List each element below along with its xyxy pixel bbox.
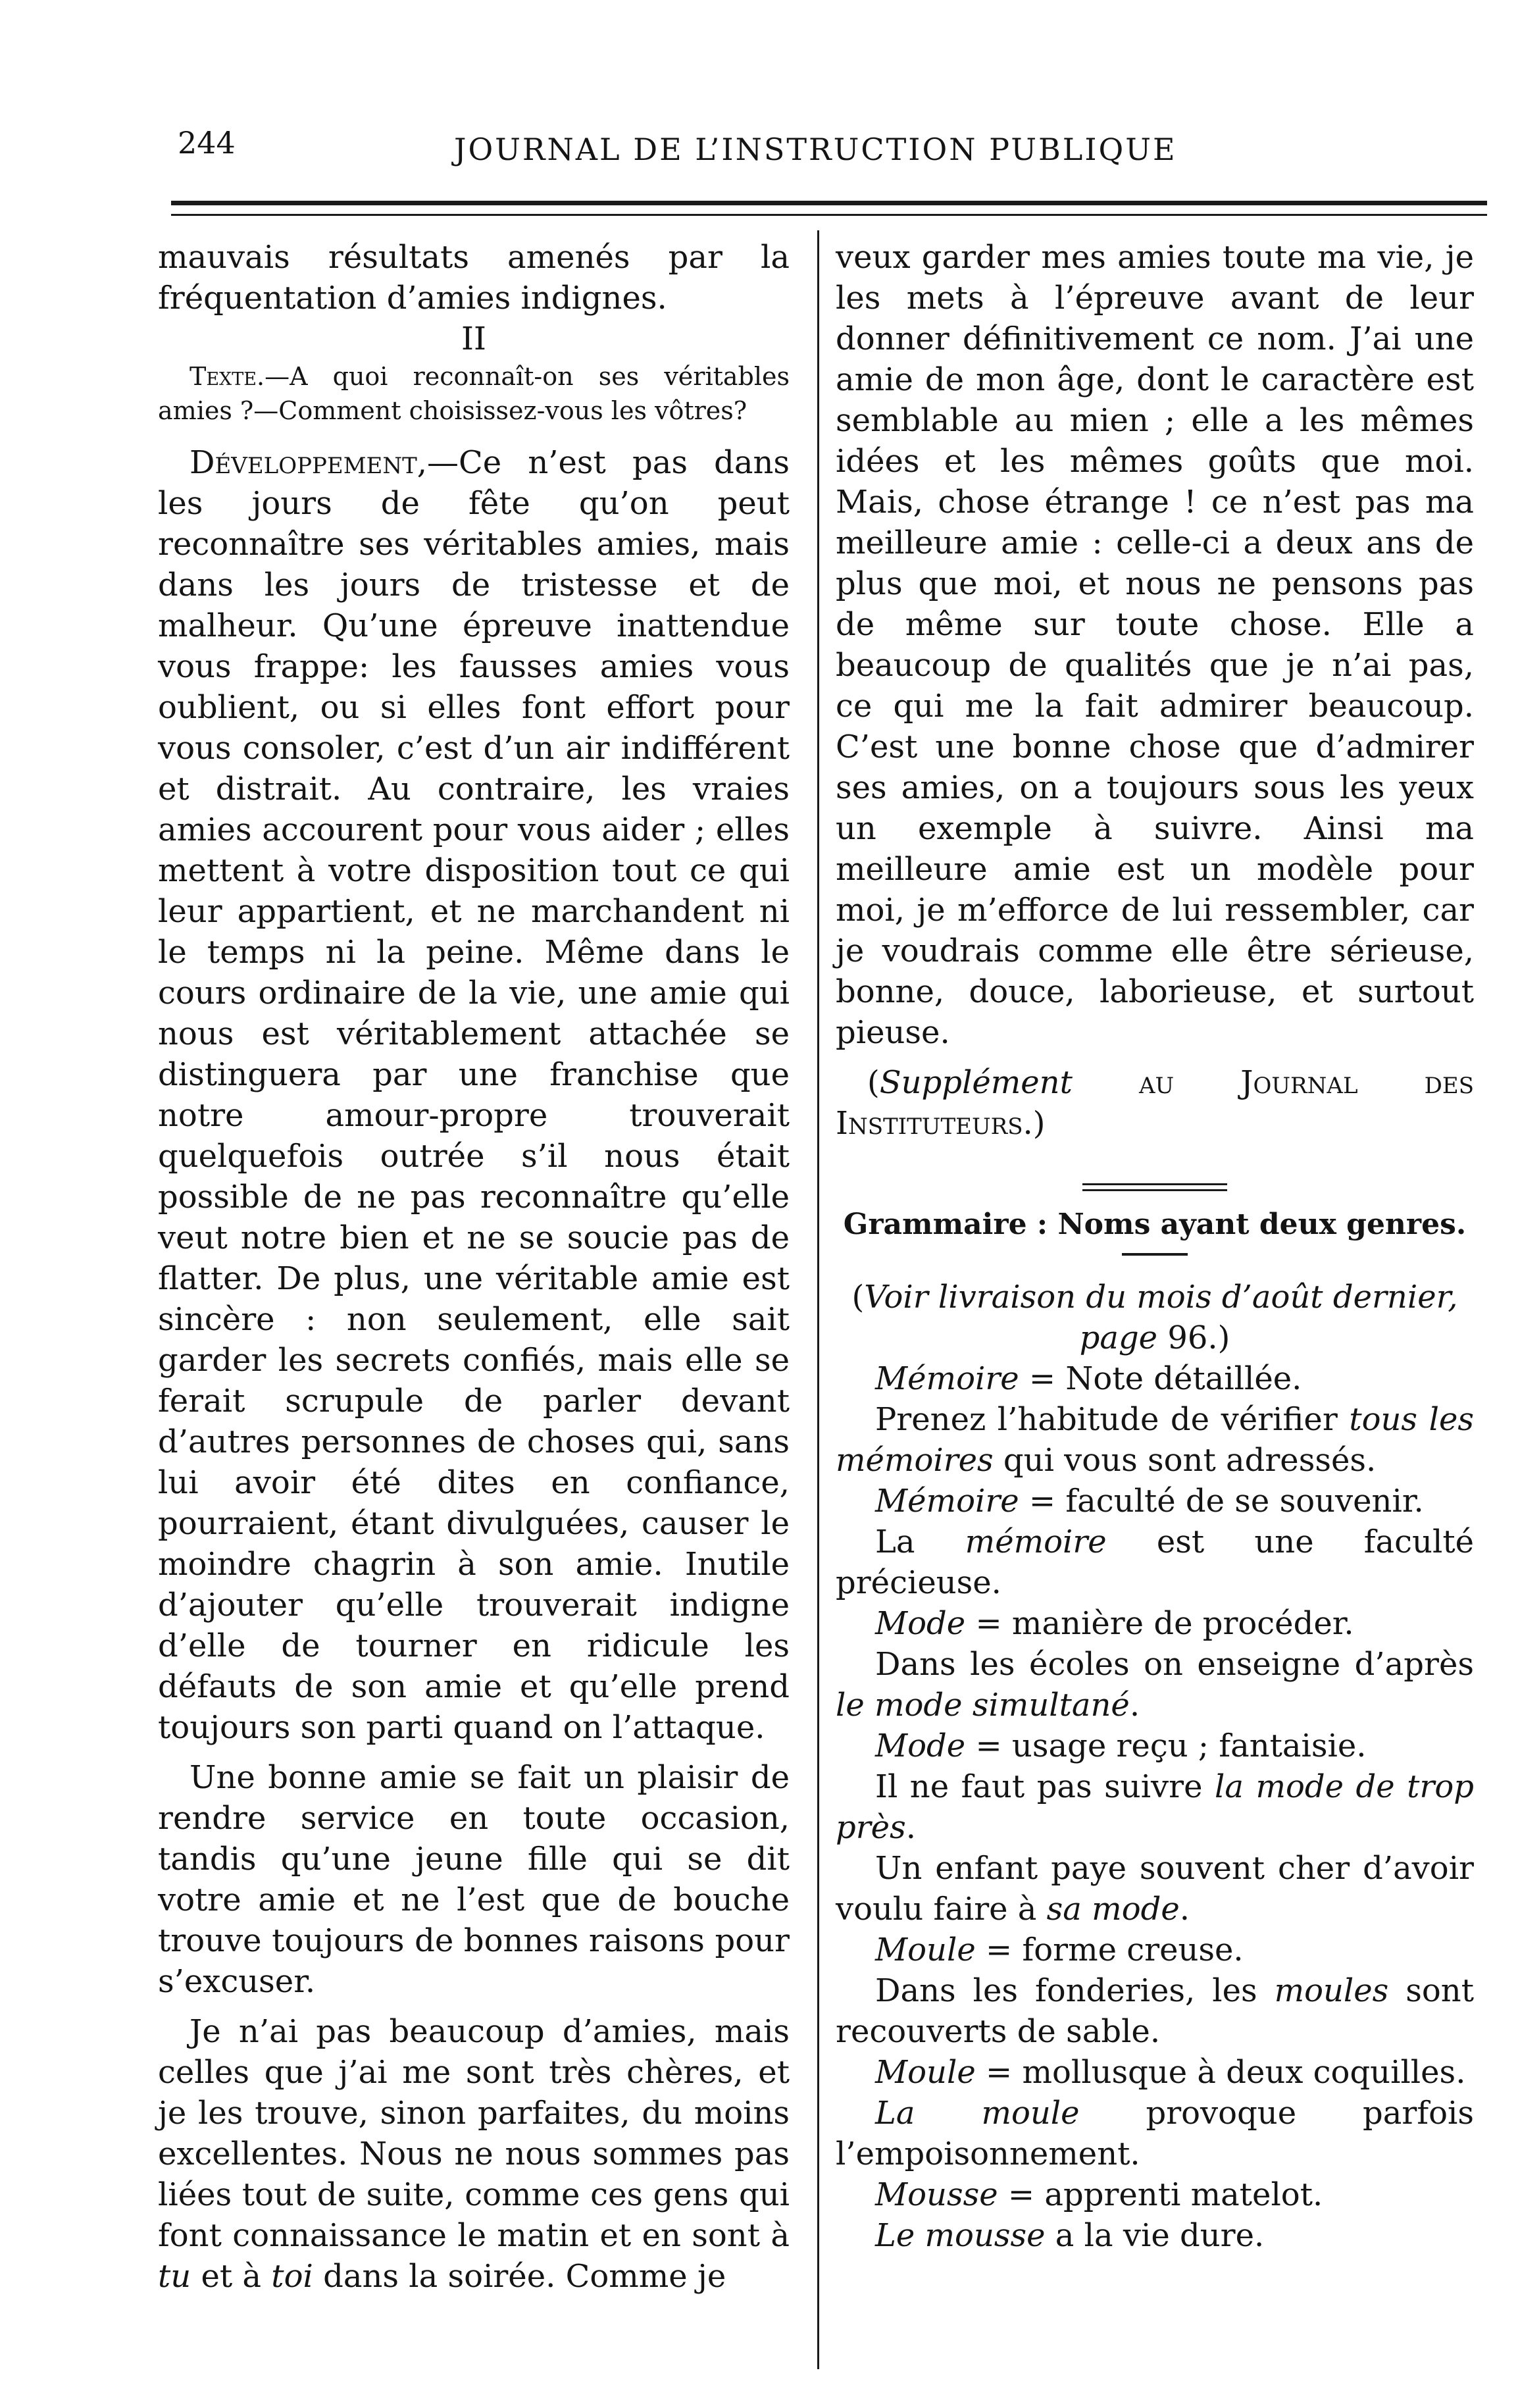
example-text: Dans les fonderies, les bbox=[875, 1972, 1275, 2009]
entry-word: Moule bbox=[875, 1932, 976, 1968]
example-text: Dans les écoles on enseigne d’après bbox=[875, 1646, 1474, 1683]
example-italic: la mode de trop près bbox=[836, 1768, 1474, 1846]
example-italic: Le mousse bbox=[875, 2217, 1046, 2254]
example-text: La bbox=[875, 1524, 965, 1560]
question-label: Texte. bbox=[190, 362, 265, 391]
page-header bbox=[178, 125, 1230, 204]
entry-separator: = bbox=[975, 1932, 1023, 1968]
example-italic: mémoire bbox=[965, 1524, 1107, 1560]
paragraph-text-et: et à bbox=[191, 2258, 272, 2295]
example-italic: sa mode bbox=[1046, 1891, 1180, 1928]
entry-definition: manière de procéder. bbox=[1011, 1605, 1354, 1642]
entry-word: Mousse bbox=[875, 2176, 998, 2213]
entry-word: Mode bbox=[875, 1605, 966, 1642]
continued-paragraph-right: veux garder mes amies toute ma vie, je les mets à l’épreuve avant de leur donner définitivement ce nom. J’ai une amie de mon âge, dont le caractère est semblable au mien ; elle a les mêmes idées et les mêmes goûts que moi. Mais, chose étrange ! ce n’est pas ma meilleure amie : celle-ci a deux ans de plus que moi, et nous ne pensons pas de même sur toute chose. Elle a beaucoup de qualités que je n’ai pas, ce qui me la fait admirer beaucoup. C’est une bonne chose que d’admirer ses amies, on a toujours sous les yeux un exemple à suivre. Ainsi ma meilleure amie est un modèle pour moi, je m’efforce de lui ressembler, car je voudrais comme elle être sérieuse, bonne, douce, laborieuse, et surtout pieuse. bbox=[836, 239, 1474, 1051]
entry-definition: mollusque à deux coquilles. bbox=[1022, 2054, 1466, 2091]
paragraph-text-b: dans la soirée. Comme je bbox=[313, 2258, 726, 2295]
paragraph-bonne-amie: Une bonne amie se fait un plaisir de rendre service en toute occasion, tandis qu’une jeune fille qui se dit votre amie et ne l’est que de bouche trouve toujours de bonnes raisons pour s’excuser. bbox=[158, 1759, 790, 2000]
entry-word: Mode bbox=[875, 1728, 966, 1764]
entry-separator: = bbox=[998, 2176, 1045, 2213]
grammar-entry bbox=[836, 2052, 1474, 2093]
question-text: —A quoi reconnaît-on ses véritables amies ?—Comment choisissez-vous les vôtres? bbox=[158, 362, 790, 425]
grammar-example bbox=[836, 1970, 1474, 2052]
source-open: ( bbox=[867, 1064, 880, 1101]
development-paragraph bbox=[158, 442, 790, 1748]
grammar-entries bbox=[836, 1358, 1474, 2256]
source-rest: au Journal des Instituteurs.) bbox=[836, 1064, 1474, 1142]
italic-tu: tu bbox=[158, 2258, 191, 2295]
entry-separator: = bbox=[965, 1605, 1012, 1642]
grammar-example bbox=[836, 1848, 1474, 1930]
example-italic: le mode simultané bbox=[836, 1687, 1130, 1724]
short-rule bbox=[1122, 1253, 1188, 1256]
example-text: Il ne faut pas suivre bbox=[875, 1768, 1215, 1805]
column-divider bbox=[817, 230, 819, 2369]
entry-definition: Note détaillée. bbox=[1065, 1360, 1302, 1397]
reference-text: Voir livraison du mois d’août dernier, page bbox=[864, 1279, 1458, 1356]
running-title: JOURNAL DE L’INSTRUCTION PUBLIQUE bbox=[454, 132, 1177, 167]
example-italic: La moule bbox=[875, 2095, 1080, 2132]
grammar-example bbox=[836, 2215, 1474, 2256]
grammar-entry bbox=[836, 1726, 1474, 1766]
entry-separator: = bbox=[1019, 1360, 1066, 1397]
grammar-entry bbox=[836, 2174, 1474, 2215]
example-text: provoque parfois l’empoisonnement. bbox=[836, 2095, 1474, 2172]
entry-word: Mémoire bbox=[875, 1483, 1019, 1520]
entry-word: Moule bbox=[875, 2054, 976, 2091]
grammar-example bbox=[836, 1522, 1474, 1603]
example-text: a la vie dure. bbox=[1045, 2217, 1265, 2254]
header-rule-thin bbox=[171, 214, 1487, 216]
entry-separator: = bbox=[975, 2054, 1023, 2091]
development-label: Développement, bbox=[190, 444, 428, 481]
grammar-example bbox=[836, 1399, 1474, 1481]
example-text: Prenez l’habitude de vérifier bbox=[875, 1401, 1350, 1438]
entry-separator: = bbox=[965, 1728, 1012, 1764]
source-citation bbox=[836, 1062, 1474, 1144]
development-text: —Ce n’est pas dans les jours de fête qu’on peut reconnaître ses véritables amies, mais dans les jours de tristesse et de malheur. Qu’une épreuve inattendue vous frappe: les fausses amies vous oublient, ou si elles font effort pour vous consoler, c’est d’un air indifférent et distrait. Au contraire, les vraies amies accourent pour vous aider ; elles mettent à votre disposition tout ce qui leur appartient, et ne marchandent ni le temps ni la peine. Même dans le cours ordinaire de la vie, une amie qui nous est véritablement attachée se distinguera par une franchise que notre amour-propre trouverait quelquefois outrée s’il nous était possible de ne pas reconnaître qu’elle veut notre bien et ne se soucie pas de flatter. De plus, une véritable amie est sincère : non seulement, elle sait garder les secrets confiés, mais elle se ferait scrupule de parler devant d’autres personnes de choses qui, sans lui avoir été dites en confiance, pourraient, étant divulguées, causer le moindre chagrin à son amie. Inutile d’ajouter qu’elle trouverait indigne d’elle de tourner en ridicule les défauts de son amie et qu’elle prend toujours son parti quand on l’attaque. bbox=[158, 444, 790, 1746]
entry-definition: faculté de se souvenir. bbox=[1065, 1483, 1424, 1520]
example-text: . bbox=[1129, 1687, 1140, 1724]
entry-definition: apprenti matelot. bbox=[1044, 2176, 1323, 2213]
section-double-rule bbox=[1082, 1183, 1227, 1191]
example-text: qui vous sont adressés. bbox=[993, 1442, 1377, 1479]
header-rule-thick bbox=[171, 201, 1487, 205]
reference-open: ( bbox=[851, 1279, 865, 1316]
paragraph-text-a: Je n’ai pas beaucoup d’amies, mais celles que j’ai me sont très chères, et je les trouve, sinon parfaites, du moins excellentes. Nous ne nous sommes pas liées tout de suite, comme ces gens qui font connaissance le matin et en sont à bbox=[158, 2013, 790, 2254]
continued-paragraph: mauvais résultats amenés par la fréquentation d’amies indignes. bbox=[158, 239, 790, 317]
italic-toi: toi bbox=[271, 2258, 313, 2295]
source-word: Supplément bbox=[879, 1064, 1073, 1101]
section-number: II bbox=[461, 320, 486, 357]
example-text: sont recouverts de sable. bbox=[836, 1972, 1474, 2050]
example-italic: moules bbox=[1274, 1972, 1389, 2009]
entry-separator: = bbox=[1019, 1483, 1066, 1520]
question-paragraph bbox=[158, 359, 790, 428]
example-text: est une faculté précieuse. bbox=[836, 1524, 1475, 1601]
grammar-entry bbox=[836, 1481, 1474, 1522]
page-number: 244 bbox=[178, 125, 236, 161]
grammar-entry bbox=[836, 1603, 1474, 1644]
example-text: . bbox=[905, 1809, 916, 1846]
example-text: Un enfant paye souvent cher d’avoir voulu faire à bbox=[836, 1850, 1474, 1928]
entry-definition: forme creuse. bbox=[1022, 1932, 1244, 1968]
paragraph-je-nai-pas bbox=[158, 2011, 790, 2297]
example-italic: tous les mémoires bbox=[836, 1401, 1474, 1479]
left-column bbox=[158, 237, 790, 2297]
grammar-example bbox=[836, 1766, 1474, 1848]
entry-definition: usage reçu ; fantaisie. bbox=[1011, 1728, 1367, 1764]
grammar-entry bbox=[836, 1358, 1474, 1399]
grammar-example bbox=[836, 2093, 1474, 2174]
right-column bbox=[836, 237, 1474, 2256]
entry-word: Mémoire bbox=[875, 1360, 1019, 1397]
reference-page: 96.) bbox=[1157, 1319, 1230, 1356]
grammar-heading: Grammaire : Noms ayant deux genres. bbox=[843, 1208, 1467, 1241]
reference-note bbox=[836, 1277, 1474, 1358]
grammar-example bbox=[836, 1644, 1474, 1726]
example-text: . bbox=[1179, 1891, 1190, 1928]
grammar-entry bbox=[836, 1930, 1474, 1970]
